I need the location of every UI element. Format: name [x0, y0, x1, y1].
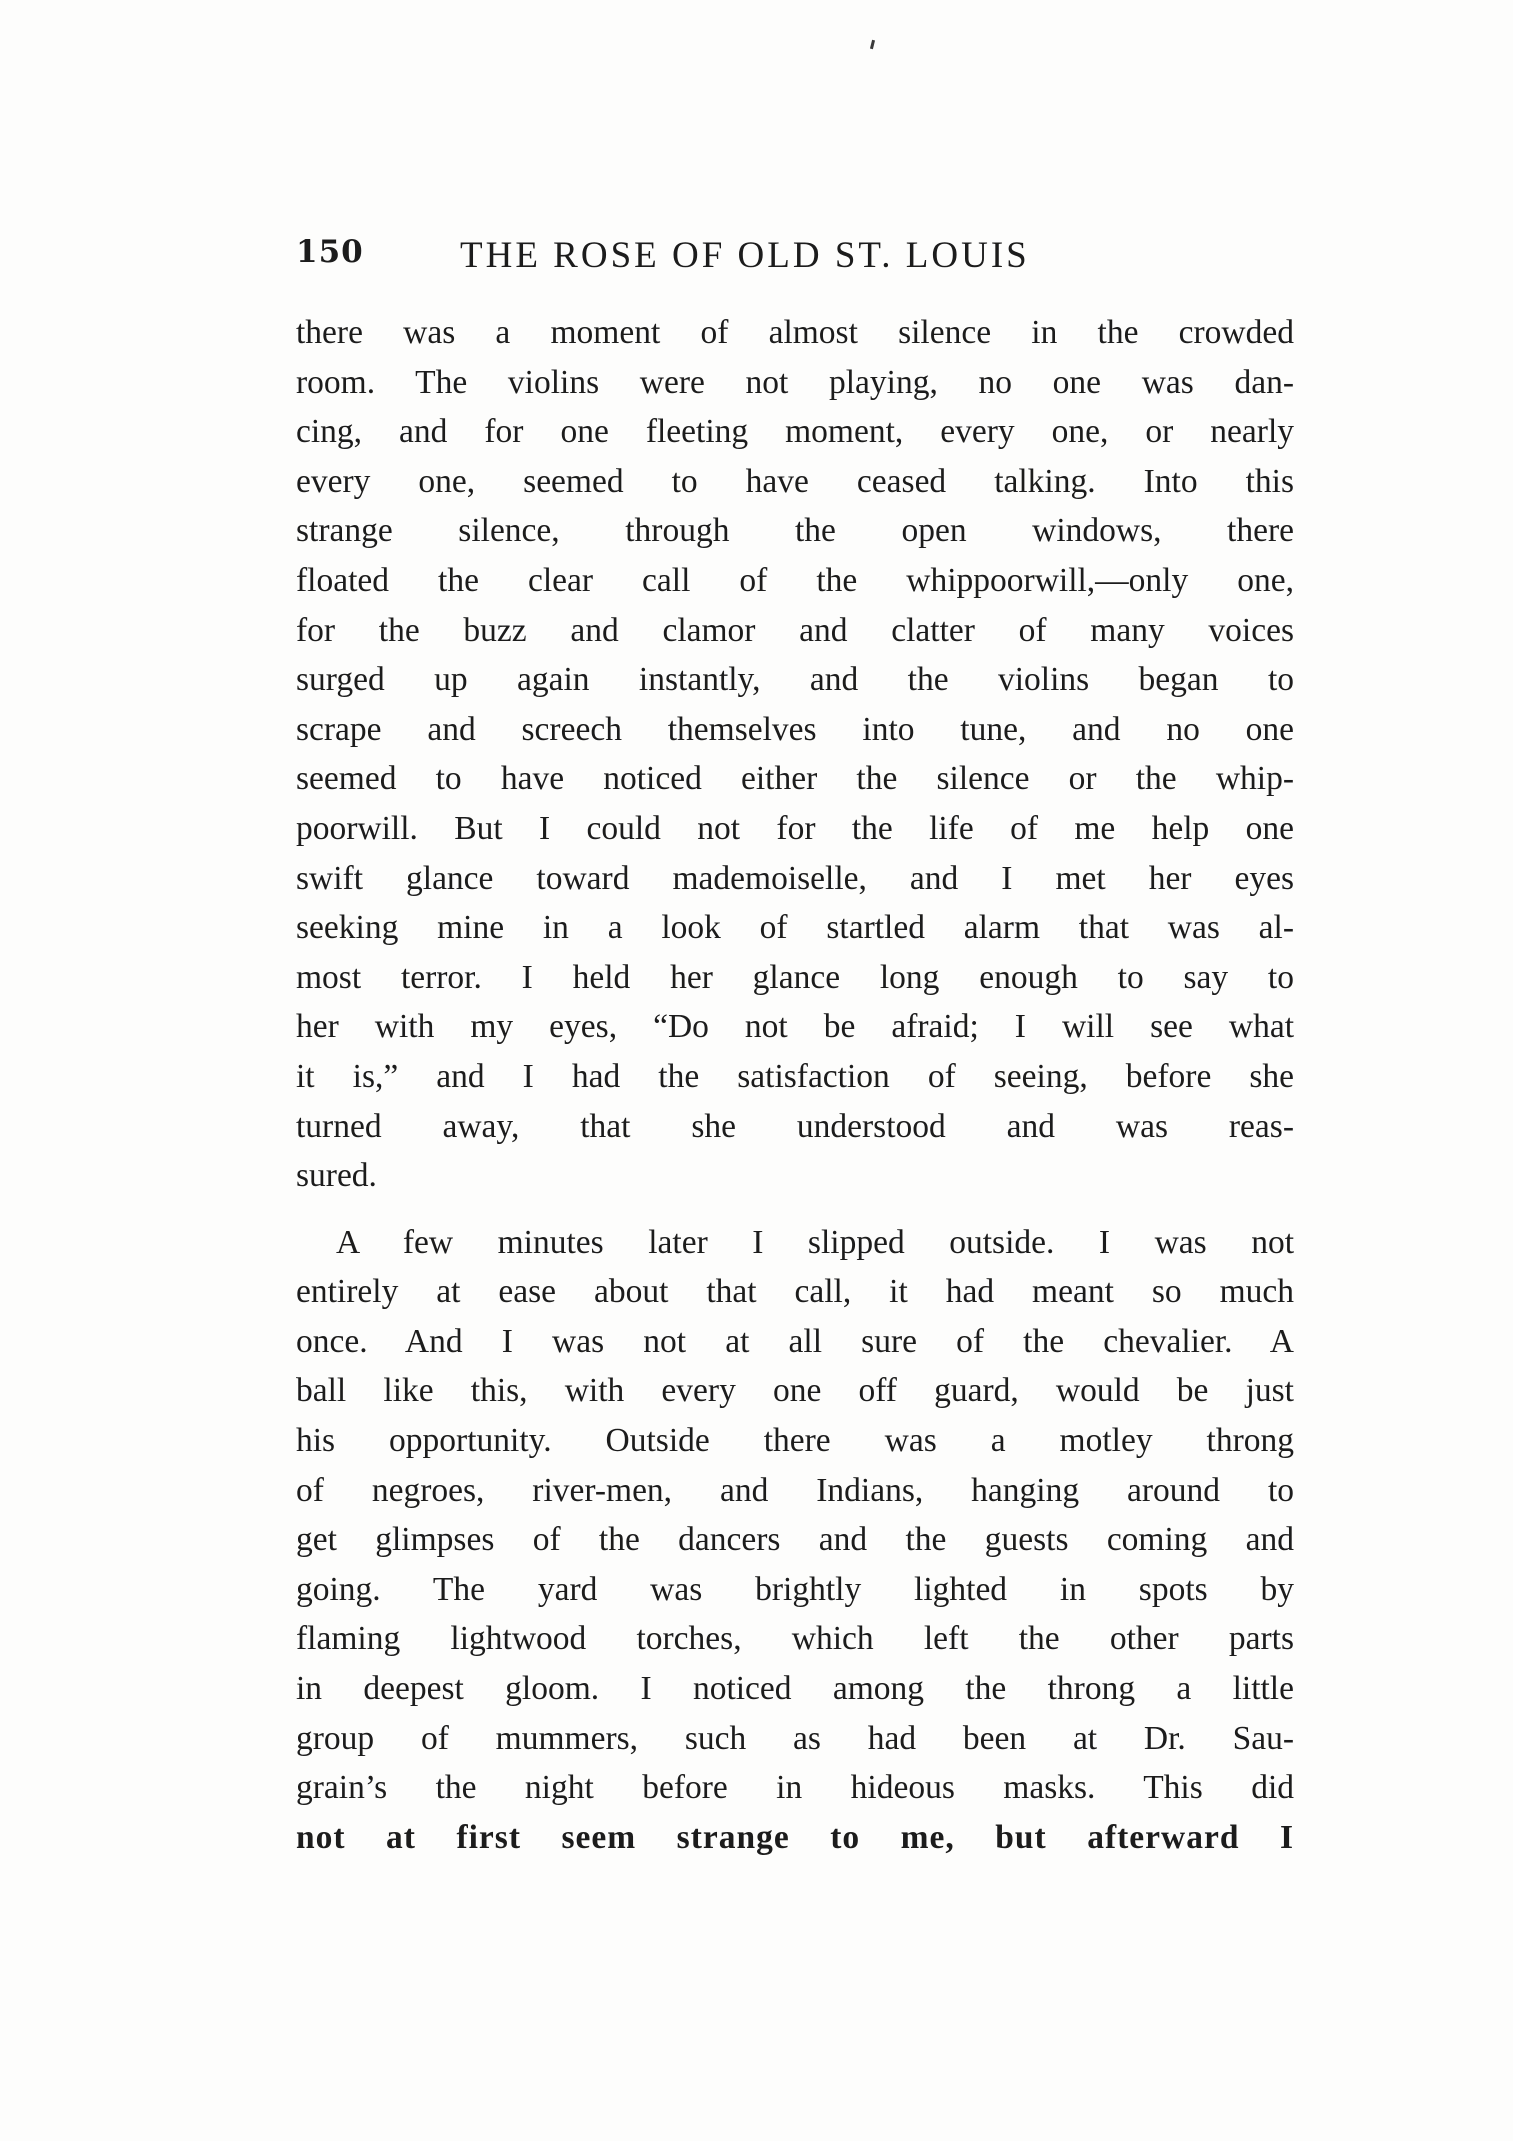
- paragraph-gap: [296, 1201, 1294, 1218]
- text-line: not at first seem strange to me, but afterward I: [296, 1818, 1294, 1856]
- text-line: entirely at ease about that call, it had meant so much: [296, 1273, 1294, 1311]
- text-line: surged up again instantly, and the violins began to: [296, 661, 1294, 699]
- text-line: of negroes, river-men, and Indians, hanging around to: [296, 1471, 1294, 1509]
- text-line: once. And I was not at all sure of the chevalier. A: [296, 1322, 1294, 1360]
- text-line: A few minutes later I slipped outside. I was not: [336, 1223, 1294, 1261]
- text-line: get glimpses of the dancers and the guests coming and: [296, 1521, 1294, 1559]
- paragraph: [296, 1218, 1294, 1863]
- text-line: seemed to have noticed either the silence or the whip-: [296, 760, 1294, 798]
- text-line: ball like this, with every one off guard, would be just: [296, 1372, 1294, 1410]
- text-line: every one, seemed to have ceased talking. Into this: [296, 462, 1294, 500]
- text-line: it is,” and I had the satisfaction of seeing, before she: [296, 1057, 1294, 1095]
- text-line: in deepest gloom. I noticed among the throng a little: [296, 1670, 1294, 1708]
- text-line: group of mummers, such as had been at Dr. Sau-: [296, 1719, 1294, 1757]
- text-line: strange silence, through the open windows, there: [296, 512, 1294, 550]
- page-header: [296, 226, 1296, 276]
- text-line: turned away, that she understood and was reas-: [296, 1107, 1294, 1145]
- text-line: there was a moment of almost silence in the crowded: [296, 314, 1294, 351]
- print-speck: [870, 40, 875, 49]
- text-line: sured.: [296, 1157, 377, 1195]
- text-line: her with my eyes, “Do not be afraid; I will see what: [296, 1008, 1294, 1046]
- text-line: cing, and for one fleeting moment, every one, or nearly: [296, 413, 1294, 451]
- body-text: [296, 308, 1294, 1862]
- text-line: scrape and screech themselves into tune, and no one: [296, 710, 1294, 748]
- text-line: floated the clear call of the whippoorwill,—only one,: [296, 561, 1294, 599]
- text-line: swift glance toward mademoiselle, and I met her eyes: [296, 859, 1294, 897]
- text-line: room. The violins were not playing, no one was dan-: [296, 363, 1294, 401]
- text-line: for the buzz and clamor and clatter of many voices: [296, 611, 1294, 649]
- text-line: poorwill. But I could not for the life of me help one: [296, 809, 1294, 847]
- text-line: going. The yard was brightly lighted in spots by: [296, 1570, 1294, 1608]
- text-line: most terror. I held her glance long enough to say to: [296, 958, 1294, 996]
- text-line: his opportunity. Outside there was a motley throng: [296, 1422, 1294, 1460]
- page-number: 150: [296, 234, 364, 270]
- paragraph: [296, 308, 1294, 1201]
- text-line: flaming lightwood torches, which left the other parts: [296, 1620, 1294, 1658]
- text-line: grain’s the night before in hideous masks. This did: [296, 1769, 1294, 1807]
- text-line: seeking mine in a look of startled alarm that was al-: [296, 909, 1294, 947]
- running-title: THE ROSE OF OLD ST. LOUIS: [460, 235, 1030, 276]
